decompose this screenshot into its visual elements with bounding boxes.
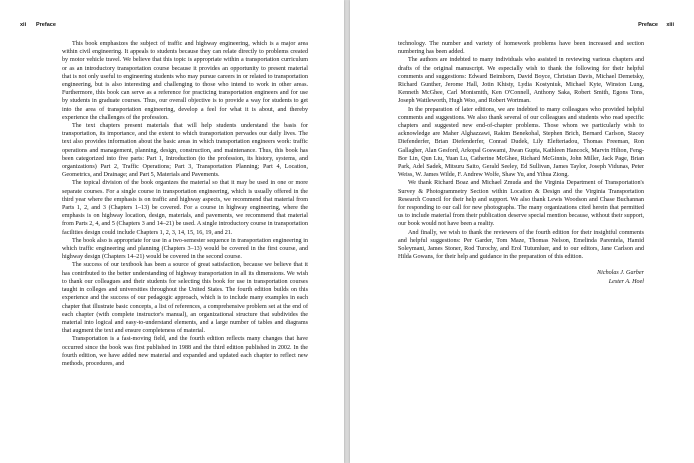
paragraph: The book also is appropriate for use in a two-semester sequence in transportation engineering in which traffic engineering and planning (Chapters 3–13) would be covered in the first course, and highway design (Chapters 14–21) would be covered in the second course. <box>62 237 308 261</box>
author-signatures <box>398 269 644 285</box>
paragraph: Transportation is a fast-moving field, and the fourth edition reflects many changes that have occurred since the book was first published in 1988 and the third edition published in 2002. In the fourth edition, we have added new material and expanded and updated each chapter to reflect new methods, procedures, and <box>62 336 308 367</box>
paragraph: This book emphasizes the subject of traffic and highway engineering, which is a major area within civil engineering. It appeals to students because they can relate directly to problems created by motor vehicle travel. We believe that this topic is appropriate within a transportation curriculum or as an introductory transportation course because it provides an opportunity to present material that is not only useful to engineering students who may pursue careers in or related to transportation engineering, but is also interesting and challenging to those who intend to work in other areas. Furthermore, this book can serve as a reference for practicing transportation engineers and for use by students in graduate courses. Thus, our overall objective is to provide a way for students to get into the area of transportation engineering, develop a feel for what it is about, and thereby experience the challenges of the profession. <box>62 41 308 121</box>
paragraph: The authors are indebted to many individuals who assisted in reviewing various chapters and drafts of the original manuscript. We especially wish to thank the following for their helpful comments and suggestions: Edward Beimborn, David Boyce, Christian Davis, Michael Demetsky, Richard Gunther, Jerome Hall, Jotin Khisty, Lydia Kostyniuk, Michael Kyte, Winston Lung, Kenneth McGhee, Carl Monismith, Ken O'Connell, Anthony Saka, Robert Smith, Egons Tons, Joseph Wattleworth, Hugh Woo, and Robert Wortman. <box>398 57 644 105</box>
left-body-text <box>62 40 308 368</box>
continued-paragraph: technology. The number and variety of homework problems have been increased and section numbering has been added. <box>398 41 644 56</box>
page-number: xii <box>20 22 27 28</box>
paragraph: The text chapters present materials that will help students understand the basis for transportation, its importance, and the extent to which transportation pervades our daily lives. The text also provides information about the basic areas in which transportation engineers work: traffic operations and management, planning, design, construction, and maintenance. Thus, this book has been categorized into five parts: Part 1, Introduction (to the profession, its history, systems, and organizations) Part 2, Traffic Operations; Part 3, Transportation Planning; Part 4, Location, Geometrics, and Drainage; and Part 5, Materials and Pavements. <box>62 123 308 179</box>
author-name: Nicholas J. Garber <box>597 270 644 277</box>
paragraph: The success of our textbook has been a source of great satisfaction, because we believe that it has contributed to the better understanding of highway transportation in all its dimensions. We wish to thank our colleagues and their students for selecting this book for use in transportation courses taught in colleges and universities throughout the United States. The fourth edition builds on this experience and the success of our pedagogic approach, which is to include many examples in each chapter that illustrate basic concepts, a list of references, a comprehensive problem set at the end of each chapter (with complete instructor's manual), an organizational structure that subdivides the material into logical and easy-to-understand elements, and a large number of tables and diagrams that augment the text and ensure completeness of material. <box>62 262 308 335</box>
left-page <box>0 0 344 463</box>
running-head: Preface <box>638 22 658 28</box>
running-head: Preface <box>36 22 56 28</box>
right-body-text <box>398 40 644 286</box>
paragraph: And finally, we wish to thank the reviewers of the fourth edition for their insightful comments and helpful suggestions: Per Garder, Tom Maze, Thomas Nelson, Emelinda Parentela, Hamid Soleymani, James Stoner, Rod Turochy, and Erol Tutumluer, and to our editors, Jane Carlson and Hilda Gowans, for their help and guidance in the preparation of this edition. <box>398 229 644 261</box>
right-page <box>350 0 694 463</box>
author-name: Lester A. Hoel <box>608 278 644 285</box>
paragraph: We thank Richard Boaz and Michael Zmuda and the Virginia Department of Transportation's Survey & Photogrammetry Section within Location & Design and the Virginia Transportation Research Council for their help and support. We also thank Lewis Woodson and Chase Buchannan for responding to our call for new photographs. The many organizations cited herein that permitted us to include material from their publication deserve special mention because, without their support, our book would not have been a reality. <box>398 180 644 228</box>
paragraph: In the preparation of later editions, we are indebted to many colleagues who provided helpful comments and suggestions. We also thank several of our colleagues and students who read specific chapters and suggested new end-of-chapter problems. Those whom we particularly wish to acknowledge are Maher Alghazzawi, Rakim Benekohal, Stephen Brich, Bernard Carlson, Stacey Diefenderfer, Brian Diefenderfer, Conrad Dudek, Lily Elefteriadou, Thomas Freeman, Ron Gallagher, Alan Gesford, Arkopal Goswami, Jiwan Gupta, Kathleen Hancock, Marvin Hilton, Feng-Bor Lin, Qun Liu, Yuan Lu, Catherine McGhee, Richard McGinnis, John Miller, Jack Page, Brian Park, Adel Sadek, Mitsuru Saito, Gerald Seeley, Ed Sullivan, James Taylor, Joseph Vidunas, Peter Weiss, W. James Wilde, F. Andrew Wolfe, Shaw Yu, and Yihua Ziong. <box>398 106 644 179</box>
page-number: xiii <box>666 22 674 28</box>
paragraph: The topical division of the book organizes the material so that it may be used in one or more separate courses. For a single course in transportation engineering, which is usually offered in the third year where the emphasis is on traffic and highway aspects, we recommend that material from Parts 1, 2, and 3 (Chapters 1–13) be covered. For a course in highway engineering, where the emphasis is on highway location, design, materials, and pavements, we recommend that material from Parts 2, 4, and 5 (Chapters 3 and 14–21) be used. A single introductory course in transportation facilities design could include Chapters 1, 2, 3, 14, 15, 16, 19, and 21. <box>62 180 308 236</box>
